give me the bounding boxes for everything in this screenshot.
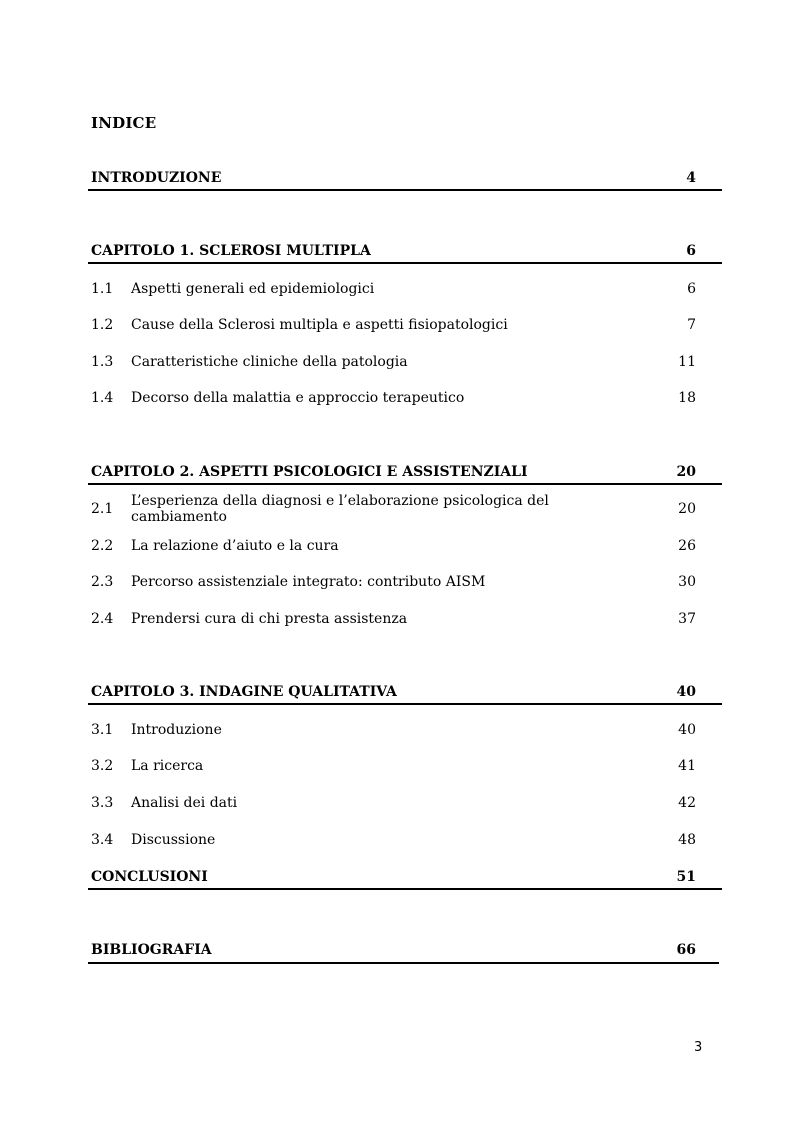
toc-label: Caratteristiche cliniche della patologia bbox=[131, 354, 408, 370]
toc-number: 3.3 bbox=[91, 795, 114, 811]
toc-label: BIBLIOGRAFIA bbox=[91, 942, 212, 958]
toc-page: 18 bbox=[678, 390, 696, 406]
toc-page: 48 bbox=[678, 832, 696, 848]
toc-page: 66 bbox=[676, 942, 696, 958]
toc-entry-bibliography[interactable] bbox=[91, 940, 696, 960]
divider bbox=[88, 262, 722, 264]
toc-page: 30 bbox=[678, 574, 696, 590]
toc-label: Aspetti generali ed epidemiologici bbox=[131, 281, 375, 297]
toc-label: CAPITOLO 3. INDAGINE QUALITATIVA bbox=[91, 684, 397, 700]
divider bbox=[88, 483, 722, 485]
toc-item-1-4[interactable] bbox=[91, 388, 696, 408]
toc-number: 2.3 bbox=[91, 574, 114, 590]
toc-number: 1.2 bbox=[91, 317, 114, 333]
toc-page: 40 bbox=[678, 722, 696, 738]
toc-page: 40 bbox=[676, 684, 696, 700]
toc-item-1-2[interactable] bbox=[91, 315, 696, 335]
toc-page: 42 bbox=[678, 795, 696, 811]
toc-item-2-3[interactable] bbox=[91, 572, 696, 592]
toc-item-3-1[interactable] bbox=[91, 720, 696, 740]
divider bbox=[88, 888, 722, 890]
divider bbox=[88, 703, 722, 705]
toc-chapter-2[interactable] bbox=[91, 462, 696, 482]
toc-page: 41 bbox=[678, 758, 696, 774]
toc-item-3-3[interactable] bbox=[91, 793, 696, 813]
toc-item-3-2[interactable] bbox=[91, 756, 696, 776]
toc-page: 6 bbox=[686, 243, 696, 259]
toc-label: CAPITOLO 2. ASPETTI PSICOLOGICI E ASSISTENZIALI bbox=[91, 464, 528, 480]
toc-chapter-1[interactable] bbox=[91, 241, 696, 261]
toc-number: 1.3 bbox=[91, 354, 114, 370]
toc-item-2-1[interactable] bbox=[91, 493, 696, 525]
toc-item-1-3[interactable] bbox=[91, 352, 696, 372]
toc-item-1-1[interactable] bbox=[91, 279, 696, 299]
toc-page: 20 bbox=[676, 464, 696, 480]
toc-page: 4 bbox=[686, 170, 696, 186]
toc-page: 7 bbox=[687, 317, 696, 333]
toc-entry-conclusions[interactable] bbox=[91, 867, 696, 887]
toc-item-2-4[interactable] bbox=[91, 609, 696, 629]
toc-number: 3.2 bbox=[91, 758, 114, 774]
toc-number: 2.4 bbox=[91, 611, 114, 627]
toc-page: 6 bbox=[687, 281, 696, 297]
toc-number: 1.4 bbox=[91, 390, 114, 406]
toc-page: 20 bbox=[678, 501, 696, 517]
toc-number: 3.4 bbox=[91, 832, 114, 848]
page-number: 3 bbox=[694, 1040, 703, 1055]
divider bbox=[88, 189, 722, 191]
toc-label: Prendersi cura di chi presta assistenza bbox=[131, 611, 408, 627]
toc-label: CONCLUSIONI bbox=[91, 869, 208, 885]
page-title: INDICE bbox=[91, 114, 157, 132]
toc-label: La relazione d’aiuto e la cura bbox=[131, 538, 339, 554]
toc-number: 3.1 bbox=[91, 722, 114, 738]
toc-chapter-3[interactable] bbox=[91, 682, 696, 702]
toc-entry-introduction[interactable] bbox=[91, 168, 696, 188]
divider bbox=[88, 962, 719, 964]
toc-page: 11 bbox=[678, 354, 696, 370]
toc-number: 2.1 bbox=[91, 501, 114, 517]
toc-label: Cause della Sclerosi multipla e aspetti fisiopatologici bbox=[131, 317, 508, 333]
toc-page: 37 bbox=[678, 611, 696, 627]
toc-label: Percorso assistenziale integrato: contributo AISM bbox=[131, 574, 486, 590]
toc-label: Analisi dei dati bbox=[131, 795, 238, 811]
toc-label: INTRODUZIONE bbox=[91, 170, 222, 186]
toc-label: L’esperienza della diagnosi e l’elaborazione psicologica del cambiamento bbox=[131, 493, 549, 525]
toc-label: Discussione bbox=[131, 832, 216, 848]
toc-item-2-2[interactable] bbox=[91, 536, 696, 556]
toc-label: Introduzione bbox=[131, 722, 222, 738]
toc-number: 2.2 bbox=[91, 538, 114, 554]
toc-number: 1.1 bbox=[91, 281, 114, 297]
toc-label: CAPITOLO 1. SCLEROSI MULTIPLA bbox=[91, 243, 371, 259]
toc-page: 26 bbox=[678, 538, 696, 554]
toc-label: Decorso della malattia e approccio terapeutico bbox=[131, 390, 465, 406]
toc-item-3-4[interactable] bbox=[91, 830, 696, 850]
toc-page: 51 bbox=[676, 869, 696, 885]
toc-label: La ricerca bbox=[131, 758, 204, 774]
